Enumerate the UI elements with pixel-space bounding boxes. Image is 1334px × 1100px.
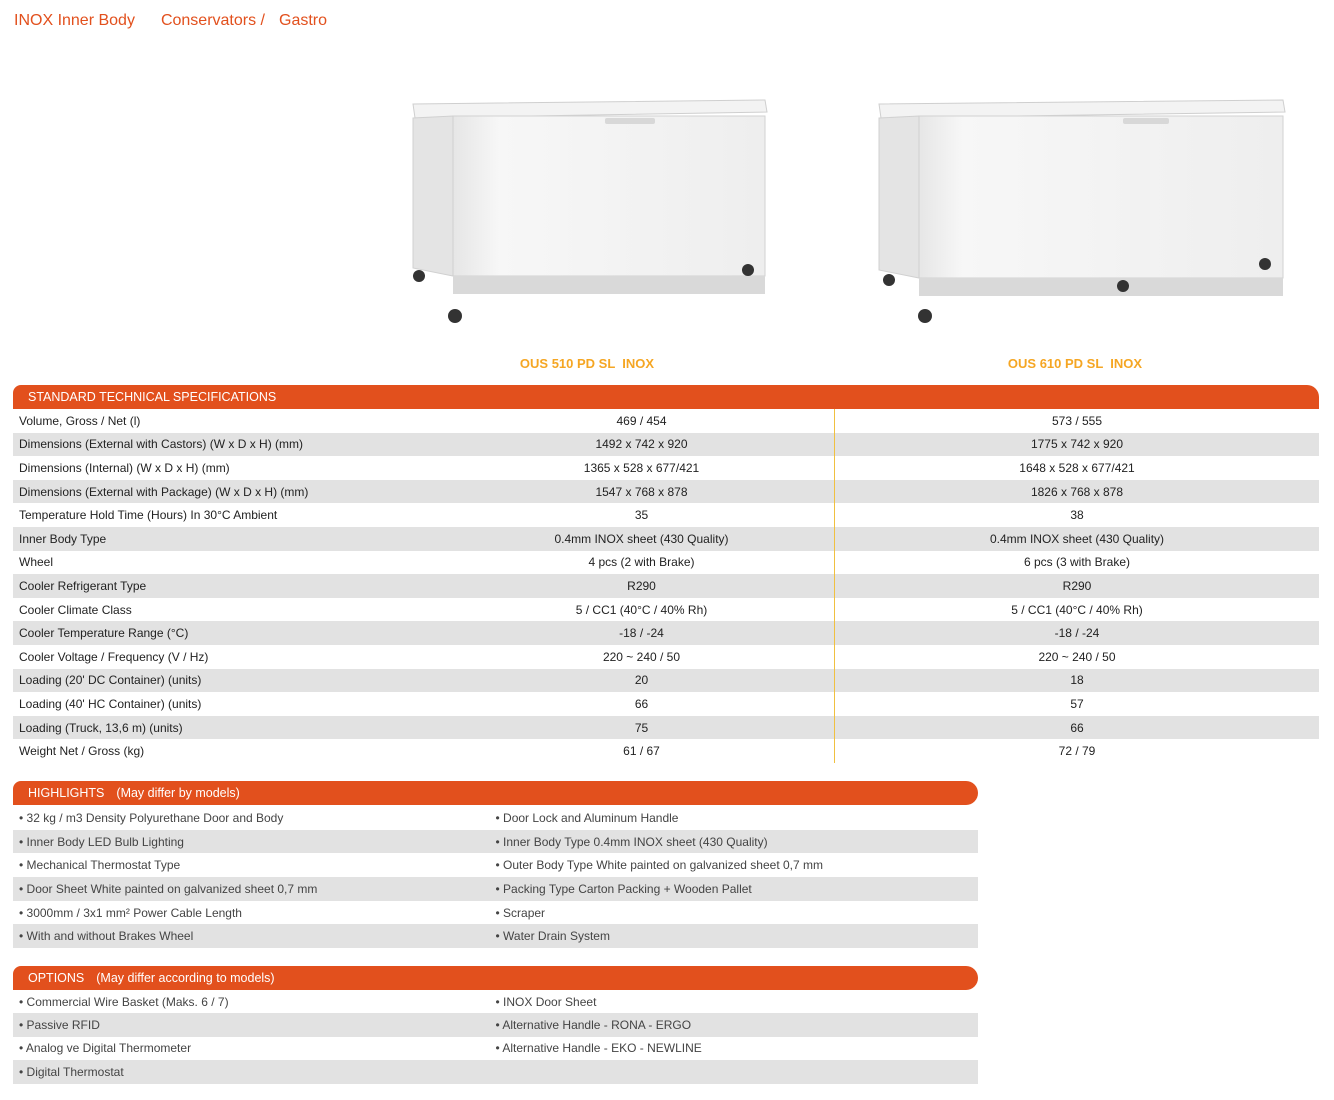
spec-row (13, 645, 1319, 669)
highlight-item: • Packing Type Carton Packing + Wooden Pallet (496, 877, 979, 901)
spec-value-610: R290 (835, 574, 1320, 598)
highlight-row (13, 830, 978, 854)
highlights-header-label: HIGHLIGHTS (28, 786, 105, 800)
spec-row (13, 409, 1319, 433)
spec-label: Loading (40' HC Container) (units) (19, 696, 202, 711)
spec-label: Weight Net / Gross (kg) (19, 744, 145, 759)
highlight-item: • Door Sheet White painted on galvanized sheet 0,7 mm (13, 877, 496, 901)
spec-row (13, 574, 1319, 598)
highlights-subheader: (May differ by models) (116, 786, 240, 800)
highlight-item: • Inner Body Type 0.4mm INOX sheet (430 Quality) (496, 830, 979, 854)
spec-value-610: 72 / 79 (835, 739, 1320, 763)
spec-value-610: 220 ~ 240 / 50 (835, 645, 1320, 669)
option-row (13, 1060, 978, 1083)
option-row (13, 990, 978, 1013)
spec-value-510: 20 (449, 669, 835, 693)
spec-value-610: 66 (835, 716, 1320, 740)
spec-value-610: 573 / 555 (835, 409, 1320, 433)
spec-value-510: 1547 x 768 x 878 (449, 480, 835, 504)
spec-value-610: 1826 x 768 x 878 (835, 480, 1320, 504)
spec-value-510: 5 / CC1 (40°C / 40% Rh) (575, 602, 708, 617)
options-subheader: (May differ according to models) (96, 971, 275, 985)
chest-freezer-510-image (405, 92, 775, 328)
spec-label: Cooler Refrigerant Type (13, 574, 449, 598)
spec-value-610: 18 (835, 669, 1320, 693)
highlight-item: • Scraper (495, 905, 546, 920)
spec-label: Dimensions (External with Package) (W x D x H) (mm) (13, 480, 449, 504)
spec-label: Dimensions (External with Castors) (W x D x H) (mm) (13, 433, 449, 457)
option-item: • Passive RFID (13, 1013, 496, 1036)
spec-value-510: 1365 x 528 x 677/421 (583, 460, 700, 475)
highlight-item: • Outer Body Type White painted on galvanized sheet 0,7 mm (495, 858, 823, 873)
spec-value-510: R290 (449, 574, 835, 598)
spec-value-510: 75 (449, 716, 835, 740)
options-header-label: OPTIONS (28, 971, 85, 985)
spec-value-510: 4 pcs (2 with Brake) (588, 555, 695, 570)
option-item: • INOX Door Sheet (495, 994, 597, 1009)
highlight-row (13, 853, 978, 877)
spec-value-510: -18 / -24 (449, 621, 835, 645)
spec-row (13, 527, 1319, 551)
spec-row (13, 433, 1319, 457)
spec-value-510: 35 (634, 508, 649, 523)
title-conservators: Conservators / (160, 12, 265, 29)
spec-value-510: 66 (634, 696, 649, 711)
spec-row (13, 621, 1319, 645)
spec-label: Cooler Voltage / Frequency (V / Hz) (19, 649, 209, 664)
title-gastro: Gastro (279, 12, 328, 29)
spec-row (13, 503, 1319, 527)
spec-label: Wheel (19, 555, 54, 570)
spec-value-610: 57 (835, 692, 1320, 716)
highlights-header (13, 781, 978, 805)
highlight-item: • Inner Body LED Bulb Lighting (13, 830, 496, 854)
spec-value-510: 469 / 454 (616, 413, 667, 428)
spec-row (13, 692, 1319, 716)
spec-label: Loading (20' DC Container) (units) (13, 669, 449, 693)
spec-value-510: 220 ~ 240 / 50 (602, 649, 681, 664)
specs-header (13, 385, 1319, 409)
highlight-row (13, 806, 978, 830)
spec-row (13, 669, 1319, 693)
spec-value-510: 0.4mm INOX sheet (430 Quality) (449, 527, 835, 551)
option-item: • Alternative Handle - EKO - NEWLINE (495, 1041, 702, 1056)
option-item (496, 1060, 979, 1083)
spec-label: Volume, Gross / Net (l) (19, 413, 141, 428)
highlight-item: • Mechanical Thermostat Type (19, 858, 181, 873)
title-inox-inner-body: INOX Inner Body (14, 12, 135, 29)
spec-value-610: 1775 x 742 x 920 (835, 433, 1320, 457)
spec-label: Cooler Climate Class (19, 602, 132, 617)
spec-label: Inner Body Type (13, 527, 449, 551)
spec-row (13, 716, 1319, 740)
spec-value-610: 5 / CC1 (40°C / 40% Rh) (835, 598, 1320, 622)
option-row (13, 1037, 978, 1060)
spec-row (13, 739, 1319, 763)
spec-value-610: 38 (835, 503, 1320, 527)
highlight-row (13, 924, 978, 948)
highlight-row (13, 877, 978, 901)
highlight-item: • 32 kg / m3 Density Polyurethane Door and Body (19, 810, 284, 825)
spec-value-610: 0.4mm INOX sheet (430 Quality) (835, 527, 1320, 551)
option-row (13, 1013, 978, 1036)
highlight-item: • With and without Brakes Wheel (13, 924, 496, 948)
specs-table (13, 409, 1319, 763)
spec-label: Loading (Truck, 13,6 m) (units) (13, 716, 449, 740)
model-name-610: OUS 610 PD SL INOX (1007, 356, 1143, 371)
option-item: • Analog ve Digital Thermometer (19, 1041, 192, 1056)
spec-value-610: 1648 x 528 x 677/421 (835, 456, 1320, 480)
chest-freezer-610-image (873, 96, 1293, 328)
highlight-item: • Door Lock and Aluminum Handle (495, 810, 679, 825)
spec-label: Cooler Temperature Range (°C) (13, 621, 449, 645)
spec-row (13, 456, 1319, 480)
highlight-item: • 3000mm / 3x1 mm² Power Cable Length (19, 905, 242, 920)
spec-value-510: 61 / 67 (623, 744, 660, 759)
spec-row (13, 480, 1319, 504)
specs-header-label: STANDARD TECHNICAL SPECIFICATIONS (28, 390, 277, 404)
spec-value-610: -18 / -24 (835, 621, 1320, 645)
option-item: • Alternative Handle - RONA - ERGO (496, 1013, 979, 1036)
spec-row (13, 551, 1319, 575)
option-item: • Digital Thermostat (13, 1060, 496, 1083)
spec-label: Dimensions (Internal) (W x D x H) (mm) (19, 460, 230, 475)
spec-value-510: 1492 x 742 x 920 (449, 433, 835, 457)
spec-value-610: 6 pcs (3 with Brake) (835, 551, 1320, 575)
spec-label: Temperature Hold Time (Hours) In 30°C Ambient (19, 508, 278, 523)
option-item: • Commercial Wire Basket (Maks. 6 / 7) (19, 994, 229, 1009)
highlight-item: • Water Drain System (496, 924, 979, 948)
spec-row (13, 598, 1319, 622)
highlights-table (13, 806, 978, 948)
options-header (13, 966, 978, 990)
options-table (13, 990, 978, 1084)
highlight-row (13, 901, 978, 925)
page-title (14, 12, 327, 30)
model-name-510: OUS 510 PD SL INOX (519, 356, 655, 371)
